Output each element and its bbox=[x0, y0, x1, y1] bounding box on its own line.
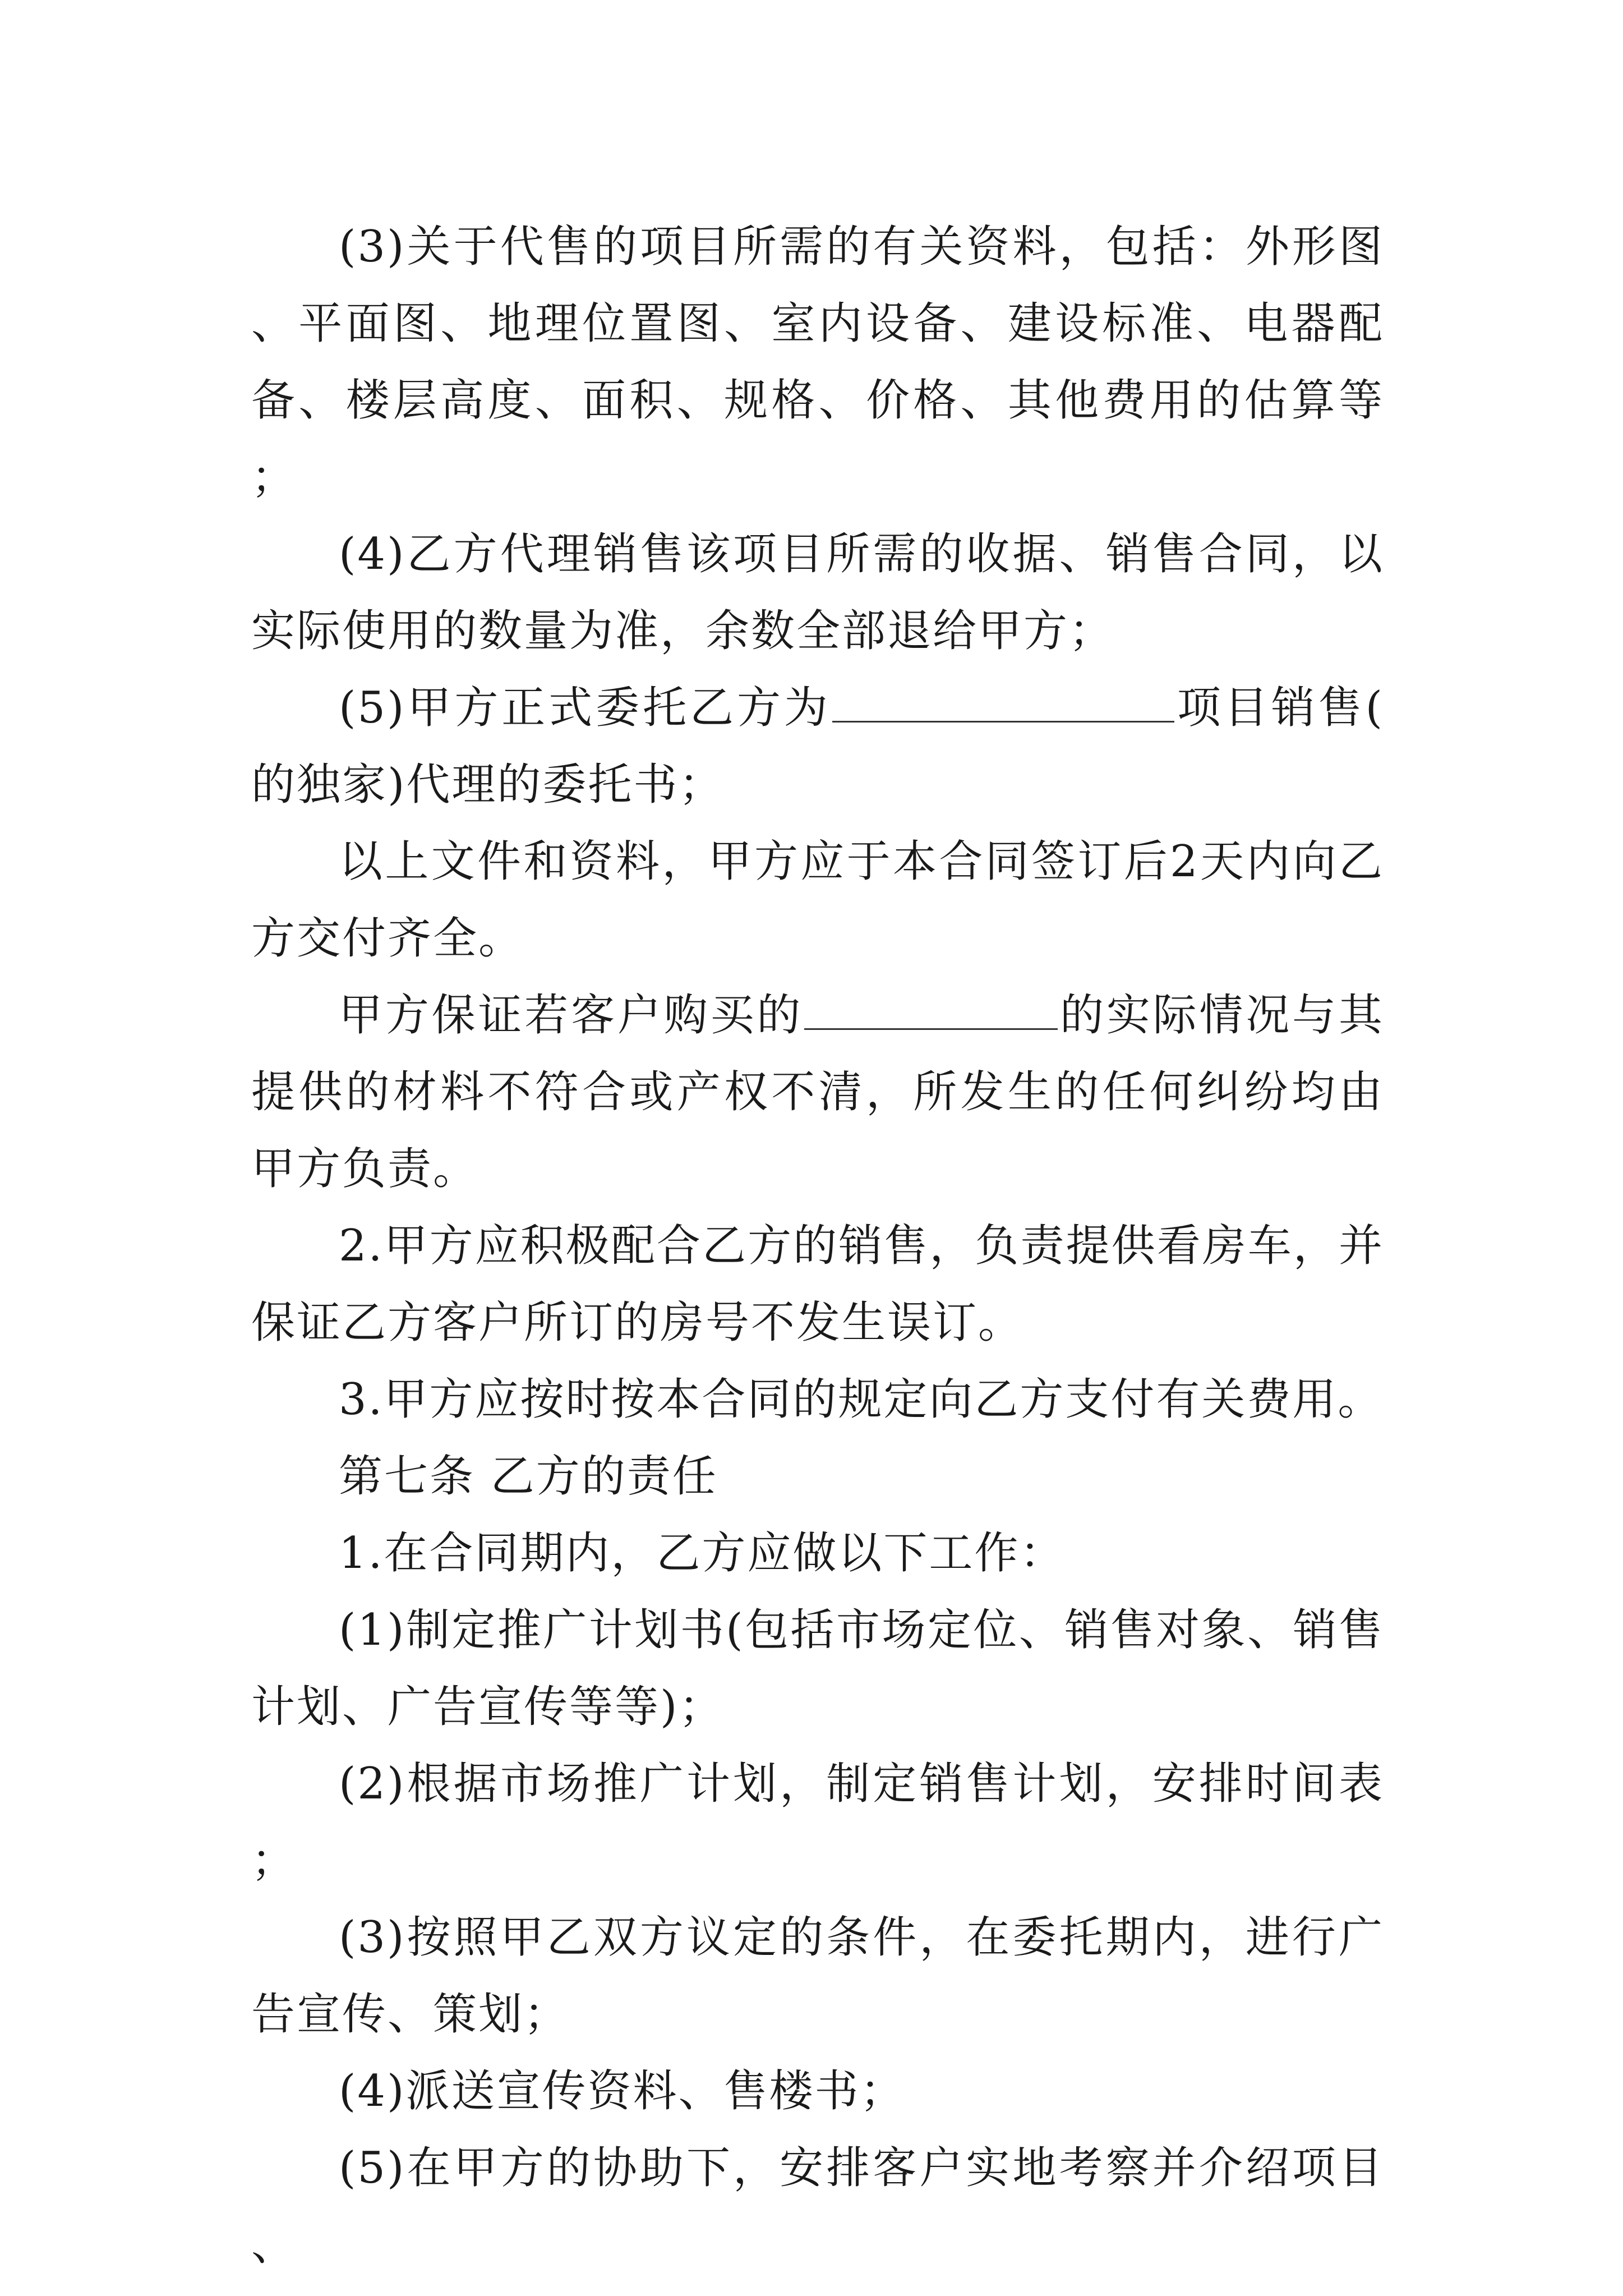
paragraph-duty-4 bbox=[251, 2053, 1384, 2130]
paragraph-text: 甲方保证若客户购买的 bbox=[339, 990, 804, 1041]
paragraph-receipts bbox=[251, 516, 1384, 670]
paragraph-text: (1)制定推广计划书(包括市场定位、销售对象、销售计划、广告宣传等等)； bbox=[251, 1605, 1384, 1732]
fill-in-blank-project-name bbox=[832, 682, 1174, 723]
paragraph-text: (3)关于代售的项目所需的有关资料，包括：外形图、平面图、地理位置图、室内设备、建设标准、电器配备、楼层高度、面积、规格、价格、其他费用的估算等； bbox=[251, 222, 1384, 503]
paragraph-text: 2.甲方应积极配合乙方的销售，负责提供看房车，并保证乙方客户所订的房号不发生误订。 bbox=[251, 1221, 1384, 1348]
paragraph-text: 以上文件和资料，甲方应于本合同签订后2天内向乙方交付齐全。 bbox=[251, 836, 1384, 964]
paragraph-duty-3 bbox=[251, 1899, 1384, 2053]
paragraph-entrustment bbox=[251, 670, 1384, 823]
paragraph-text: 3.甲方应按时按本合同的规定向乙方支付有关费用。 bbox=[339, 1374, 1384, 1425]
paragraph-text: (2)根据市场推广计划，制定销售计划，安排时间表； bbox=[251, 1759, 1384, 1886]
paragraph-clause-3 bbox=[251, 1361, 1384, 1438]
paragraph-text: (3)按照甲乙双方议定的条件，在委托期内，进行广告宣传、策划； bbox=[251, 1912, 1384, 2040]
paragraph-text: (4)乙方代理销售该项目所需的收据、销售合同，以实际使用的数量为准，余数全部退给甲方； bbox=[251, 529, 1384, 656]
paragraph-text: (4)派送宣传资料、售楼书； bbox=[339, 2066, 906, 2116]
paragraph-guarantee bbox=[251, 977, 1384, 1208]
paragraph-duty-2 bbox=[251, 1746, 1384, 1899]
paragraph-duties-intro bbox=[251, 1515, 1384, 1592]
paragraph-text: 1.在合同期内，乙方应做以下工作： bbox=[339, 1528, 1066, 1579]
paragraph-delivery-deadline bbox=[251, 823, 1384, 977]
heading-text: 第七条 乙方的责任 bbox=[339, 1451, 718, 1502]
document-body bbox=[251, 209, 1384, 2284]
paragraph-clause-2 bbox=[251, 1208, 1384, 1361]
paragraph-text: (5)甲方正式委托乙方为 bbox=[339, 683, 831, 733]
fill-in-blank-property bbox=[804, 989, 1058, 1030]
section-heading-article-7 bbox=[251, 1438, 1384, 1515]
paragraph-duty-5 bbox=[251, 2130, 1384, 2284]
paragraph-duty-1 bbox=[251, 1592, 1384, 1746]
paragraph-text: (5)在甲方的协助下，安排客户实地考察并介绍项目、 bbox=[251, 2143, 1384, 2270]
paragraph-materials-list bbox=[251, 209, 1384, 516]
paragraph-text: 的实际情况与其提供的材料不符合或产权不清，所发生的任何纠纷均由甲方负责。 bbox=[251, 990, 1384, 1194]
paragraph-text: 项目销售(的独家)代理的委托书； bbox=[251, 683, 1384, 810]
